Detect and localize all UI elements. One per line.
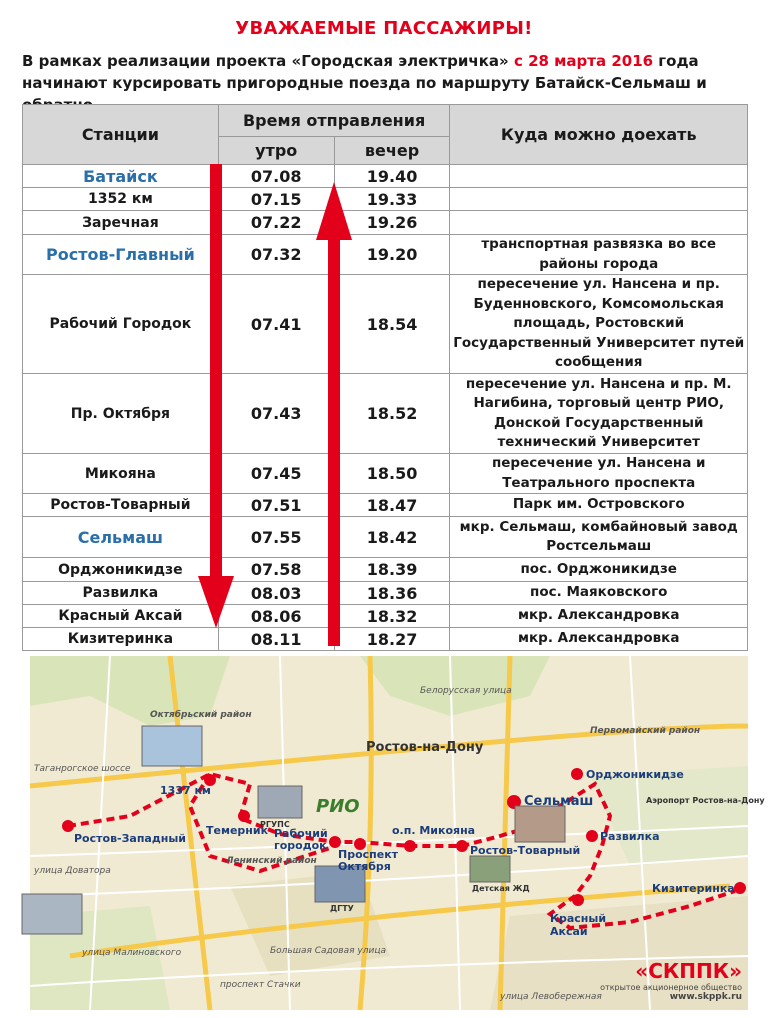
intro-part1: В рамках реализации проекта «Городская электричка» [22, 52, 514, 70]
station-name: 1352 км [23, 188, 219, 211]
station-name: Орджоникидзе [23, 558, 219, 582]
map-label-pervomaisky: Первомайский район [590, 726, 701, 736]
map-label-1337km: 1337 км [160, 784, 211, 797]
header-time: Время отправления [218, 105, 450, 137]
header-dest: Куда можно доехать [450, 105, 748, 165]
schedule-row [23, 494, 748, 517]
header-evening: вечер [334, 137, 450, 165]
road-taganrog: Таганрогское шоссе [34, 764, 131, 774]
schedule-row [23, 211, 748, 235]
schedule-row [23, 454, 748, 494]
map-label-ordzhonikidze: Орджоникидзе [586, 768, 684, 781]
schedule-row [23, 582, 748, 605]
morning-time: 07.58 [218, 558, 334, 582]
map-label-temernik: Темерник [206, 824, 269, 837]
morning-time: 08.11 [218, 628, 334, 651]
morning-time: 07.45 [218, 454, 334, 494]
evening-direction-arrow [314, 182, 354, 652]
header-stations: Станции [23, 105, 219, 165]
evening-time: 18.32 [334, 605, 450, 628]
evening-time: 18.54 [334, 275, 450, 374]
evening-time: 18.42 [334, 517, 450, 558]
station-name: Рабочий Городок [23, 275, 219, 374]
evening-time: 18.52 [334, 374, 450, 454]
intro-date: с 28 марта 2016 [513, 52, 654, 70]
map-label-rabochy: Рабочий городок [274, 827, 328, 852]
schedule-row [23, 605, 748, 628]
map-label-tovarny: Ростов-Товарный [470, 844, 581, 857]
morning-time: 07.15 [218, 188, 334, 211]
logo-subtitle: открытое акционерное общество [600, 983, 742, 992]
station-name: Развилка [23, 582, 219, 605]
evening-time: 19.20 [334, 235, 450, 275]
evening-time: 18.47 [334, 494, 450, 517]
evening-time: 19.33 [334, 188, 450, 211]
map-label-oktyabrsky: Октябрьский район [150, 710, 252, 720]
evening-time: 19.26 [334, 211, 450, 235]
morning-direction-arrow [196, 164, 236, 654]
destination-text: пересечение ул. Нансена и пр. М. Нагибина, торговый центр РИО, Донской Государственный технический Университет [450, 374, 748, 454]
map-label-mikoyana: о.п. Микояна [392, 824, 476, 837]
map-label-rgups: РГУПС [260, 820, 290, 829]
station-name: Красный Аксай [23, 605, 219, 628]
morning-time: 07.08 [218, 165, 334, 188]
schedule-row [23, 275, 748, 374]
road-belorusskaya: Белорусская улица [420, 686, 512, 696]
morning-time: 08.06 [218, 605, 334, 628]
station-name: Батайск [23, 165, 219, 188]
road-dovatora: улица Доватора [34, 866, 111, 876]
map-label-selmash: Сельмаш [524, 794, 594, 809]
destination-text: транспортная развязка во все районы города [450, 235, 748, 275]
station-name: Пр. Октября [23, 374, 219, 454]
schedule-row [23, 235, 748, 275]
destination-text: пос. Маяковского [450, 582, 748, 605]
morning-time: 07.55 [218, 517, 334, 558]
station-name: Ростов-Главный [23, 235, 219, 275]
road-levoberezhnaya: улица Левобережная [500, 992, 602, 1002]
map-label-airport: Аэропорт Ростов-на-Дону [646, 796, 765, 805]
station-name: Кизитеринка [23, 628, 219, 651]
road-sadovaya: Большая Садовая улица [270, 946, 386, 956]
map-label-leninsky: Ленинский район [226, 856, 317, 866]
morning-time: 08.03 [218, 582, 334, 605]
destination-text: мкр. Александровка [450, 628, 748, 651]
route-map [30, 656, 765, 1010]
road-malinovskogo: улица Малиновского [82, 948, 182, 958]
morning-time: 07.51 [218, 494, 334, 517]
road-stachki: проспект Стачки [220, 980, 301, 990]
morning-time: 07.22 [218, 211, 334, 235]
schedule-row [23, 165, 748, 188]
schedule-row [23, 558, 748, 582]
destination-text: пересечение ул. Нансена и пр. Буденновского, Комсомольская площадь, Ростовский Государственный Университет путей сообщения [450, 275, 748, 374]
map-label-city: Ростов-на-Дону [366, 740, 484, 755]
evening-time: 19.40 [334, 165, 450, 188]
evening-time: 18.27 [334, 628, 450, 651]
map-label-krasny: Красный Аксай [550, 912, 607, 938]
skppk-logo [600, 959, 742, 1002]
evening-time: 18.39 [334, 558, 450, 582]
map-label-rostov-zapadny: Ростов-Западный [74, 832, 186, 845]
evening-time: 18.36 [334, 582, 450, 605]
destination-text [450, 211, 748, 235]
morning-time: 07.41 [218, 275, 334, 374]
map-label-kizit: Кизитеринка [652, 882, 735, 895]
page-title: УВАЖАЕМЫЕ ПАССАЖИРЫ! [235, 18, 533, 39]
destination-text: мкр. Александровка [450, 605, 748, 628]
station-name: Ростов-Товарный [23, 494, 219, 517]
map-label-razvilka: Развилка [600, 830, 660, 843]
header-morning: утро [218, 137, 334, 165]
morning-time: 07.43 [218, 374, 334, 454]
logo-site: www.skppk.ru [669, 992, 742, 1002]
schedule-row [23, 628, 748, 651]
intro-part2: года начинают курсировать пригородные поезда по маршруту Батайск-Сельмаш и [22, 52, 707, 92]
destination-text [450, 188, 748, 211]
destination-text: пос. Орджоникидзе [450, 558, 748, 582]
station-name: Сельмаш [23, 517, 219, 558]
map-label-detskaya: Детская ЖД [472, 884, 530, 893]
logo-text: «СКППК» [635, 959, 742, 983]
schedule-table [22, 104, 748, 651]
destination-text [450, 165, 748, 188]
map-label-prospekt: Проспект Октября [338, 848, 399, 873]
schedule-row [23, 374, 748, 454]
destination-text: Парк им. Островского [450, 494, 748, 517]
evening-time: 18.50 [334, 454, 450, 494]
map-label-dgtu: ДГТУ [330, 904, 354, 913]
schedule-row [23, 517, 748, 558]
schedule-row [23, 188, 748, 211]
station-name: Микояна [23, 454, 219, 494]
map-label-rio: РИО [316, 796, 360, 817]
morning-time: 07.32 [218, 235, 334, 275]
station-name: Заречная [23, 211, 219, 235]
destination-text: пересечение ул. Нансена и Театрального проспекта [450, 454, 748, 494]
destination-text: мкр. Сельмаш, комбайновый завод Ростсельмаш [450, 517, 748, 558]
